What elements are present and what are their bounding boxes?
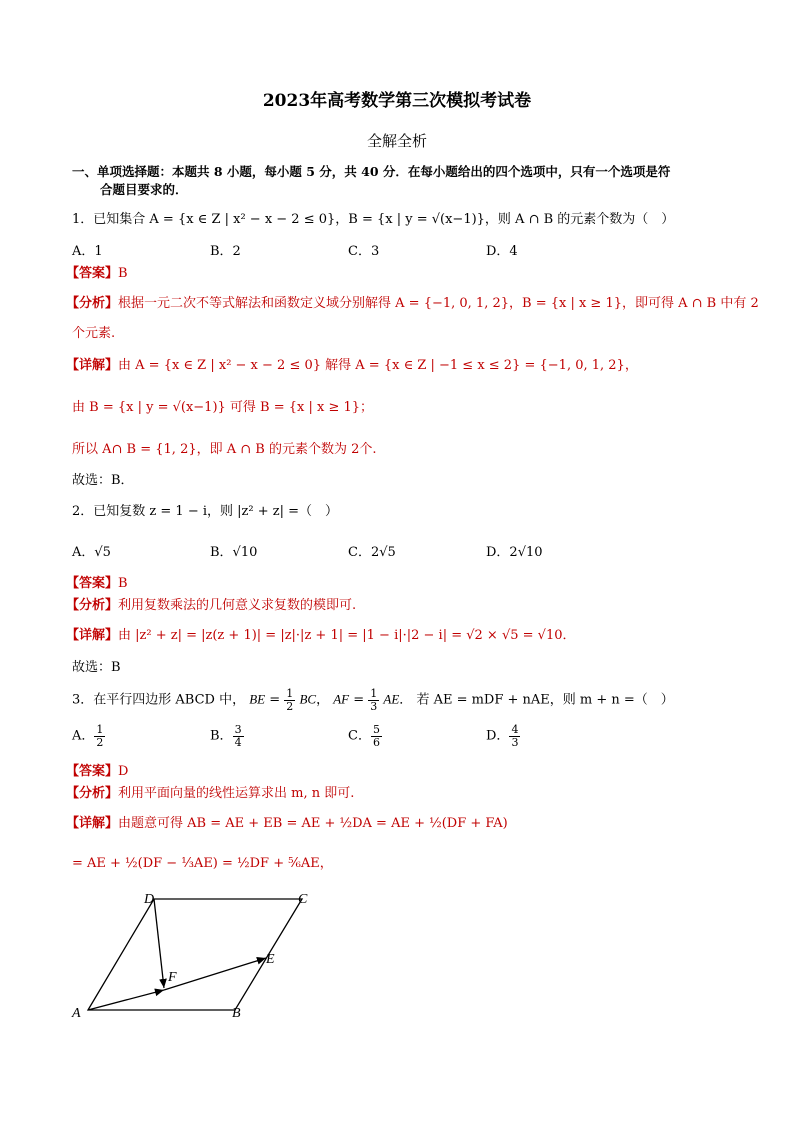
q3-option-d-den: 3	[511, 735, 519, 749]
q1-detail-line3	[72, 438, 377, 457]
section-heading-line2: 合题目要求的．	[100, 182, 188, 197]
q3-option-a-num: 1	[96, 723, 104, 736]
point-label-e: E	[266, 952, 275, 967]
vector-af	[88, 990, 164, 1010]
analysis-label: 【分析】	[66, 786, 119, 801]
q3-frac-half: $\frac{1}{2}$	[286, 687, 294, 713]
q1-detail-text3: 所以 A∩ B = {1, 2}，即 A ∩ B 的元素个数为	[72, 442, 352, 457]
q3-option-d-letter: D．	[486, 728, 510, 744]
q3-stem-intro: 3．在平行四边形 ABCD 中，	[72, 692, 246, 708]
q1-option-b: B．2	[210, 244, 241, 259]
q3-detail-line1	[66, 812, 508, 831]
q2-option-d: D．2√10	[486, 545, 543, 560]
detail-label: 【详解】	[66, 816, 119, 831]
q1-analysis-count: 2	[750, 296, 759, 311]
q2-detail	[66, 624, 576, 643]
q3-analysis-text: 利用平面向量的线性运算求出 m, n 即可.	[118, 786, 355, 801]
q2-answer	[66, 572, 128, 591]
q3-option-a-letter: A．	[72, 728, 95, 744]
point-label-f: F	[168, 970, 177, 985]
q1-detail-line2: 由 B = {x | y = √(x−1)} 可得 B = {x | x ≥ 1}；	[72, 400, 374, 415]
q1-stem: 1．已知集合 A = {x ∈ Z | x² − x − 2 ≤ 0}，B = {x | y = √(x−1)}，则 A ∩ B 的元素个数为（ ）	[72, 212, 675, 227]
detail-label: 【详解】	[66, 628, 119, 643]
q3-vector-ae: AE	[383, 691, 400, 707]
page-subtitle: 全解全析	[366, 132, 427, 150]
answer-label: 【答案】	[66, 266, 119, 281]
q3-option-c-num: 5	[372, 723, 380, 736]
parallelogram-figure	[70, 885, 330, 1025]
page-title: 2023年高考数学第三次模拟考试卷	[262, 91, 532, 111]
q1-detail-line1	[66, 354, 638, 373]
analysis-label: 【分析】	[66, 598, 119, 613]
q3-option-b-letter: B．	[210, 728, 233, 744]
point-label-c: C	[298, 892, 308, 907]
q2-detail-text: 由 |z² + z| = |z(z + 1)| = |z|·|z + 1| = |1 − i|·|2 − i| = √2 × √5 = √10．	[118, 628, 576, 643]
q2-option-a: A．√5	[72, 545, 111, 560]
q3-answer-value: D	[118, 764, 129, 779]
q1-option-a: A．1	[72, 244, 103, 259]
q3-vector-be: BE	[249, 691, 266, 707]
q1-option-c: C．3	[348, 244, 380, 259]
q2-analysis-text: 利用复数乘法的几何意义求复数的模即可.	[118, 598, 357, 613]
q1-answer-value: B	[118, 266, 128, 281]
q1-analysis-line2: 个元素.	[72, 326, 116, 341]
q2-stem: 2．已知复数 z = 1 − i，则 |z² + z| =（ ）	[72, 504, 338, 519]
q3-option-b-num: 3	[234, 723, 242, 736]
q3-option-d-num: 4	[511, 723, 519, 736]
q2-option-b: B．√10	[210, 545, 258, 560]
q3-vector-bc: BC	[299, 691, 317, 707]
q1-analysis-text: 根据一元二次不等式解法和函数定义域分别解得 A = {−1, 0, 1, 2}，B = {x | x ≥ 1}，即可得 A ∩ B 中有	[118, 296, 751, 311]
q1-analysis-line1	[66, 292, 759, 311]
q3-answer	[66, 760, 128, 779]
q3-option-d-frac	[509, 724, 520, 748]
q2-analysis	[66, 594, 356, 613]
q2-answer-value: B	[118, 576, 128, 591]
point-label-a: A	[72, 1006, 81, 1021]
q3-detail-text1: 由题意可得 AB = AE + EB = AE + ½DA = AE + ½(DF + FA)	[118, 816, 508, 831]
q3-option-c-den: 6	[372, 735, 380, 749]
answer-label: 【答案】	[66, 764, 119, 779]
q3-frac-third: $\frac{1}{3}$	[370, 687, 378, 713]
point-label-b: B	[232, 1006, 241, 1021]
q3-option-a-frac	[94, 724, 105, 748]
q1-option-d: D．4	[486, 244, 518, 259]
q3-stem-question: 若 AE = mDF + nAE，则 m + n =（ ）	[416, 692, 674, 708]
q3-option-c-letter: C．	[348, 728, 371, 744]
q1-detail-count: 2个.	[351, 442, 377, 457]
q3-stem: 3．在平行四边形 ABCD 中， BE = $\frac{1}{2}$ BC， AF = $\frac{1}{3}$ AE． 若 AE = mDF + nAE，则 m + n =（ ）	[72, 687, 674, 713]
answer-label: 【答案】	[66, 576, 119, 591]
q3-option-c-frac	[371, 724, 382, 748]
q2-option-c: C．2√5	[348, 545, 396, 560]
q3-option-d	[486, 724, 520, 748]
q2-conclusion: 故选：B	[72, 660, 121, 675]
analysis-label: 【分析】	[66, 296, 119, 311]
q3-detail-line2: = AE + ½(DF − ⅓AE) = ½DF + ⅚AE，	[72, 856, 333, 871]
q3-option-c	[348, 724, 382, 748]
q3-vector-af: AF	[333, 691, 350, 707]
q3-analysis	[66, 782, 354, 801]
q1-answer	[66, 262, 128, 281]
vector-df	[154, 899, 164, 988]
q3-option-b-frac	[233, 724, 244, 748]
q3-option-a	[72, 724, 105, 748]
point-label-d: D	[144, 892, 155, 907]
q1-detail-text1: 由 A = {x ∈ Z | x² − x − 2 ≤ 0} 解得 A = {x ∈ Z | −1 ≤ x ≤ 2} = {−1, 0, 1, 2}，	[118, 358, 638, 373]
q3-option-b	[210, 724, 244, 748]
q3-option-b-den: 4	[234, 735, 242, 749]
q3-option-a-den: 2	[96, 735, 104, 749]
detail-label: 【详解】	[66, 358, 119, 373]
section-heading-line1: 一、单项选择题：本题共 8 小题，每小题 5 分，共 40 分．在每小题给出的四个选项中，只有一个选项是符	[72, 164, 671, 179]
q1-conclusion: 故选：B．	[72, 473, 134, 488]
